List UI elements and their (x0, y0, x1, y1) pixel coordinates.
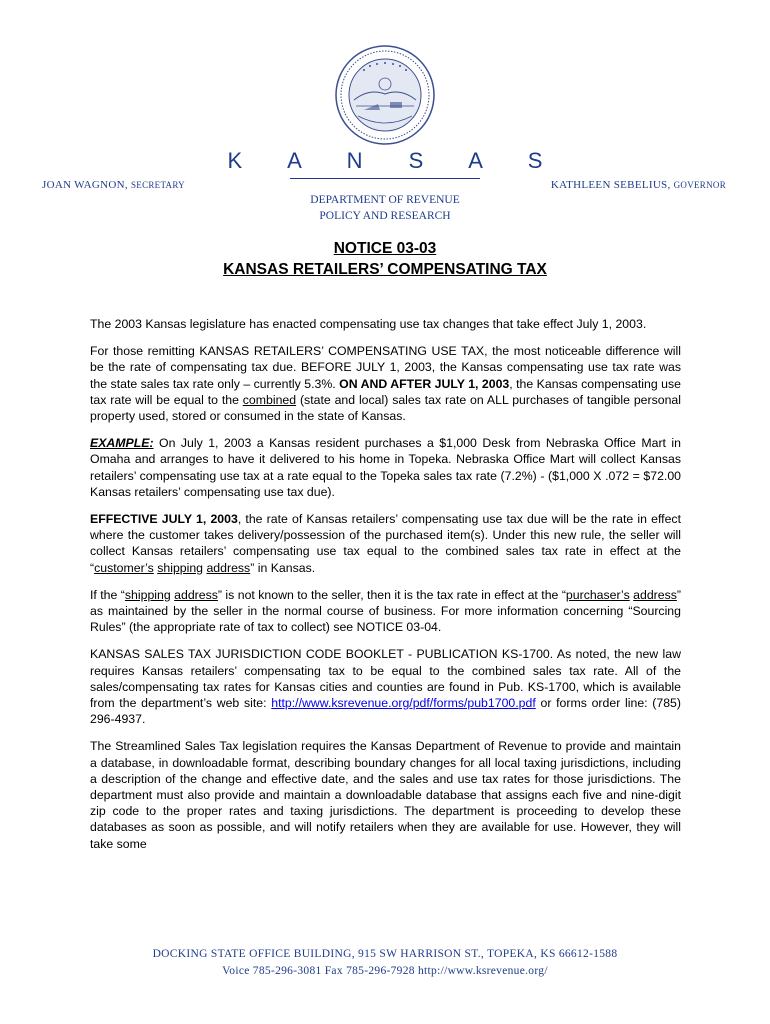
pub1700-link[interactable]: http://www.ksrevenue.org/pdf/forms/pub1700.pdf (271, 696, 536, 711)
underlined-term: shipping (124, 587, 171, 602)
state-name-heading: K A N S A S (227, 148, 563, 173)
text-span: or forms order line: (785) 296-4937. (90, 696, 681, 727)
paragraph-shipping (90, 587, 681, 636)
text-span: ” as maintained by the seller in the normal course of business. For more information concerning “Sourcing Rules” (the appropriate rate of tax to collect) see NOTICE 03-04. (90, 587, 682, 635)
text-span: ” is not known to the seller, then it is the tax rate in effect at the “ (217, 587, 566, 602)
paragraph-example (90, 435, 681, 500)
letterhead-rule (290, 178, 480, 179)
governor-label: KATHLEEN SEBELIUS, (550, 179, 671, 191)
text-span: If the “ (90, 587, 125, 602)
underlined-term: customer’s (94, 560, 154, 575)
footer-contact: Voice 785-296-3081 Fax 785-296-7928 http://www.ksrevenue.org/ (222, 965, 548, 977)
text-span: , the Kansas compensating use tax rate will be equal to the (90, 376, 681, 407)
department-block (0, 192, 770, 224)
paragraph-rate-change (90, 343, 681, 424)
text-span: (state and local) sales tax rate on ALL purchases of tangible personal property used, stored or consumed in the state of Kansas. (90, 392, 681, 424)
underlined-combined: combined (242, 392, 297, 407)
paragraph-effective (90, 511, 681, 576)
department-division: POLICY AND RESEARCH (319, 210, 451, 222)
secretary-label: JOAN WAGNON, (42, 179, 128, 191)
text-span: ” in Kansas. (250, 560, 316, 575)
letterhead-footer (0, 946, 770, 980)
underlined-term: address (633, 587, 677, 602)
notice-body (90, 316, 681, 863)
kansas-state-seal (334, 44, 436, 146)
secretary-title: SECRETARY (130, 180, 185, 190)
text-span: KANSAS SALES TAX JURISDICTION CODE BOOKLET - PUBLICATION KS-1700. As noted, the new law requires Kansas retailers’ compensating tax to be equal to the combined sales tax rate. All of the sales/compensating tax rates for Kansas cities and counties are found in Pub. KS-1700, which is available from the department’s web site: (90, 647, 681, 711)
notice-title-block (0, 238, 770, 280)
paragraph-intro: The 2003 Kansas legislature has enacted compensating use tax changes that take effect July 1, 2003. (90, 317, 647, 331)
underlined-term: address (174, 587, 218, 602)
bold-effective: EFFECTIVE JULY 1, 2003 (90, 512, 238, 527)
underlined-term: address (206, 560, 251, 575)
text-span: For those remitting KANSAS RETAILERS’ COMPENSATING USE TAX, the most noticeable difference will be the rate of compensating tax due. BEFORE JULY 1, 2003, the Kansas compensating use tax rate was the state sales tax rate only – currently 5.3%. (90, 344, 681, 391)
underlined-term: shipping (157, 560, 204, 575)
text-span: , the rate of Kansas retailers’ compensating use tax due will be the rate in effect where the customer takes delivery/possession of the purchased item(s). Under this new rule, the seller will collect Kansas retailers’ compensating use tax equal to the combined sales tax rate in effect at the “ (90, 512, 681, 575)
department-name: DEPARTMENT OF REVENUE (310, 194, 460, 206)
notice-title: KANSAS RETAILERS’ COMPENSATING TAX (223, 261, 547, 278)
bold-date: ON AND AFTER JULY 1, 2003 (339, 376, 510, 391)
governor-name (551, 179, 726, 191)
governor-title: GOVERNOR (673, 180, 726, 190)
underlined-term: purchaser’s (565, 587, 630, 602)
notice-number: NOTICE 03-03 (333, 240, 437, 257)
paragraph-booklet (90, 646, 681, 727)
example-label: EXAMPLE: (90, 436, 154, 451)
paragraph-streamlined: The Streamlined Sales Tax legislation requires the Kansas Department of Revenue to provide and maintain a database, in downloadable format, describing boundary changes for all local taxing jurisdictions, including a description of the change and effective date, and the sales and use tax rates for those jurisdictions. The department must also provide and maintain a downloadable database that assigns each five and nine-digit zip code to the proper rates and taxing jurisdictions. The department is proceeding to develop these databases as soon as possible, and will notify retailers when they are available for use. However, they will take some (90, 739, 681, 851)
text-span: On July 1, 2003 a Kansas resident purchases a $1,000 Desk from Nebraska Office Mart in Omaha and arranges to have it delivered to his home in Topeka. Nebraska Office Mart will collect Kansas retailers’ compensating use tax at a rate equal to the Topeka sales tax rate (7.2%) - ($1,000 X .072 = $72.00 Kansas retailers’ compensating use tax due). (90, 436, 681, 499)
secretary-name (42, 179, 185, 191)
footer-address: DOCKING STATE OFFICE BUILDING, 915 SW HARRISON ST., TOPEKA, KS 66612-1588 (152, 948, 618, 960)
